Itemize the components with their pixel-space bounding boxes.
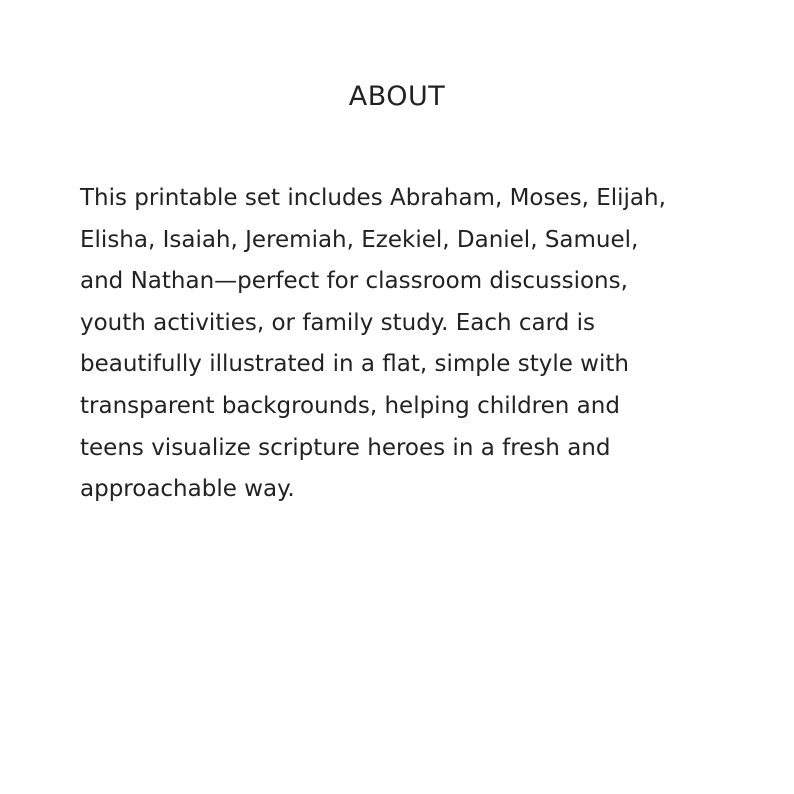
paragraph-line: This printable set includes Abraham, Moses, Elijah, [80, 185, 666, 211]
paragraph-line: teens visualize scripture heroes in a fresh and [80, 434, 611, 461]
paragraph-line: youth activities, or family study. Each card is [80, 309, 595, 336]
paragraph-line: and Nathan—perfect for classroom discussions, [80, 268, 628, 295]
description-paragraph [80, 178, 720, 511]
paragraph-line: approachable way. [80, 476, 295, 503]
paragraph-line: transparent backgrounds, helping children and [80, 392, 620, 419]
paragraph-line: Elisha, Isaiah, Jeremiah, Ezekiel, Daniel, Samuel, [80, 226, 639, 253]
paragraph-line: beautifully illustrated in a flat, simple style with [80, 351, 629, 378]
page-title: ABOUT [348, 81, 446, 112]
